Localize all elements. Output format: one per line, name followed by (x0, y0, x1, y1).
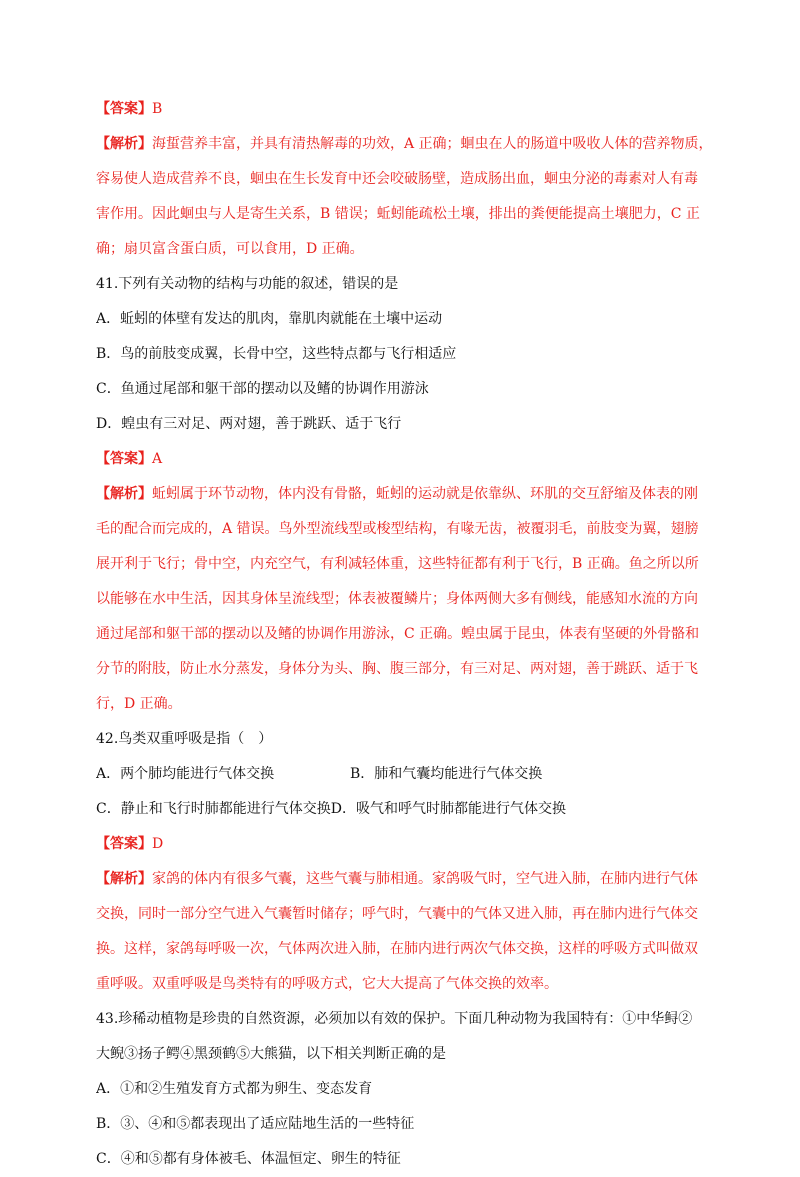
option-row-42-ab (96, 757, 716, 792)
option-row-42-cd (96, 792, 716, 827)
answer-tag: 【答案】 (96, 836, 152, 852)
answer-line-40 (96, 92, 716, 127)
analysis-text: 换。这样，家鸽每呼吸一次，气体两次进入肺，在肺内进行两次气体交换，这样的呼吸方式叫做双 (96, 941, 698, 957)
answer-value: D (152, 836, 164, 852)
answer-value: B (152, 101, 163, 117)
analysis-tag: 【解析】 (96, 136, 152, 152)
analysis-text: 通过尾部和躯干部的摆动以及鳍的协调作用游泳，C 正确。蝗虫属于昆虫，体表有坚硬的外骨骼和 (96, 626, 700, 642)
answer-value: A (152, 451, 163, 467)
analysis-tag: 【解析】 (96, 486, 152, 502)
analysis-41 (96, 477, 716, 722)
option-b-43: B．③、④和⑤都表现出了适应陆地生活的一些特征 (96, 1116, 415, 1132)
option-c-41: C．鱼通过尾部和躯干部的摆动以及鳍的协调作用游泳 (96, 381, 429, 397)
answer-line-42 (96, 827, 716, 862)
question-stem-43: 43.珍稀动植物是珍贵的自然资源，必须加以有效的保护。下面几种动物为我国特有：①中华鲟② (96, 1011, 693, 1027)
option-a-42: A．两个肺均能进行气体交换 (96, 766, 275, 782)
option-c-43: C．④和⑤都有身体被毛、体温恒定、卵生的特征 (96, 1151, 401, 1167)
option-b-41: B．鸟的前肢变成翼，长骨中空，这些特点都与飞行相适应 (96, 346, 457, 362)
analysis-text: 交换，同时一部分空气进入气囊暂时储存；呼气时，气囊中的气体又进入肺，再在肺内进行气体交 (96, 906, 698, 922)
option-a-43: A．①和②生殖发育方式都为卵生、变态发育 (96, 1081, 373, 1097)
analysis-text: 蚯蚓属于环节动物，体内没有骨骼，蚯蚓的运动就是依靠纵、环肌的交互舒缩及体表的刚 (152, 486, 698, 502)
answer-line-41 (96, 442, 716, 477)
analysis-40 (96, 127, 716, 267)
answer-tag: 【答案】 (96, 101, 152, 117)
option-d-42: D．吸气和呼气时肺都能进行气体交换 (330, 801, 566, 817)
question-stem-43-cont: 大鲵③扬子鳄④黑颈鹤⑤大熊猫，以下相关判断正确的是 (96, 1046, 446, 1062)
analysis-text: 害作用。因此蛔虫与人是寄生关系，B 错误；蚯蚓能疏松土壤，排出的粪便能提高土壤肥力，C 正 (96, 206, 700, 222)
analysis-text: 容易使人造成营养不良，蛔虫在生长发育中还会咬破肠壁，造成肠出血，蛔虫分泌的毒素对人有毒 (96, 171, 698, 187)
analysis-text: 确；扇贝富含蛋白质，可以食用，D 正确。 (96, 241, 364, 257)
question-stem-41: 41.下列有关动物的结构与功能的叙述，错误的是 (96, 276, 399, 292)
analysis-text: 行，D 正确。 (96, 696, 182, 712)
analysis-text: 以能够在水中生活，因其身体呈流线型；体表被覆鳞片；身体两侧大多有侧线，能感知水流的方向 (96, 591, 698, 607)
analysis-text: 展开利于飞行；骨中空，内充空气，有利减轻体重，这些特征都有利于飞行，B 正确。鱼之所以所 (96, 556, 699, 572)
analysis-text: 海蜇营养丰富，并具有清热解毒的功效，A 正确；蛔虫在人的肠道中吸收人体的营养物质， (152, 136, 713, 152)
answer-tag: 【答案】 (96, 451, 152, 467)
question-stem-42: 42.鸟类双重呼吸是指（ ） (96, 731, 273, 747)
analysis-tag: 【解析】 (96, 871, 152, 887)
analysis-42 (96, 862, 716, 1002)
analysis-text: 毛的配合而完成的，A 错误。鸟外型流线型或梭型结构，有喙无齿，被覆羽毛，前肢变为翼，翅膀 (96, 521, 699, 537)
option-d-41: D．蝗虫有三对足、两对翅，善于跳跃、适于飞行 (96, 416, 402, 432)
document-page (96, 92, 716, 1177)
analysis-text: 家鸽的体内有很多气囊，这些气囊与肺相通。家鸽吸气时，空气进入肺，在肺内进行气体 (152, 871, 698, 887)
option-c-42: C．静止和飞行时肺都能进行气体交换 (96, 801, 331, 817)
option-b-42: B．肺和气囊均能进行气体交换 (350, 766, 543, 782)
analysis-text: 分节的附肢，防止水分蒸发，身体分为头、胸、腹三部分，有三对足、两对翅，善于跳跃、适于飞 (96, 661, 698, 677)
analysis-text: 重呼吸。双重呼吸是鸟类特有的呼吸方式，它大大提高了气体交换的效率。 (96, 976, 558, 992)
option-a-41: A．蚯蚓的体壁有发达的肌肉，靠肌肉就能在土壤中运动 (96, 311, 443, 327)
